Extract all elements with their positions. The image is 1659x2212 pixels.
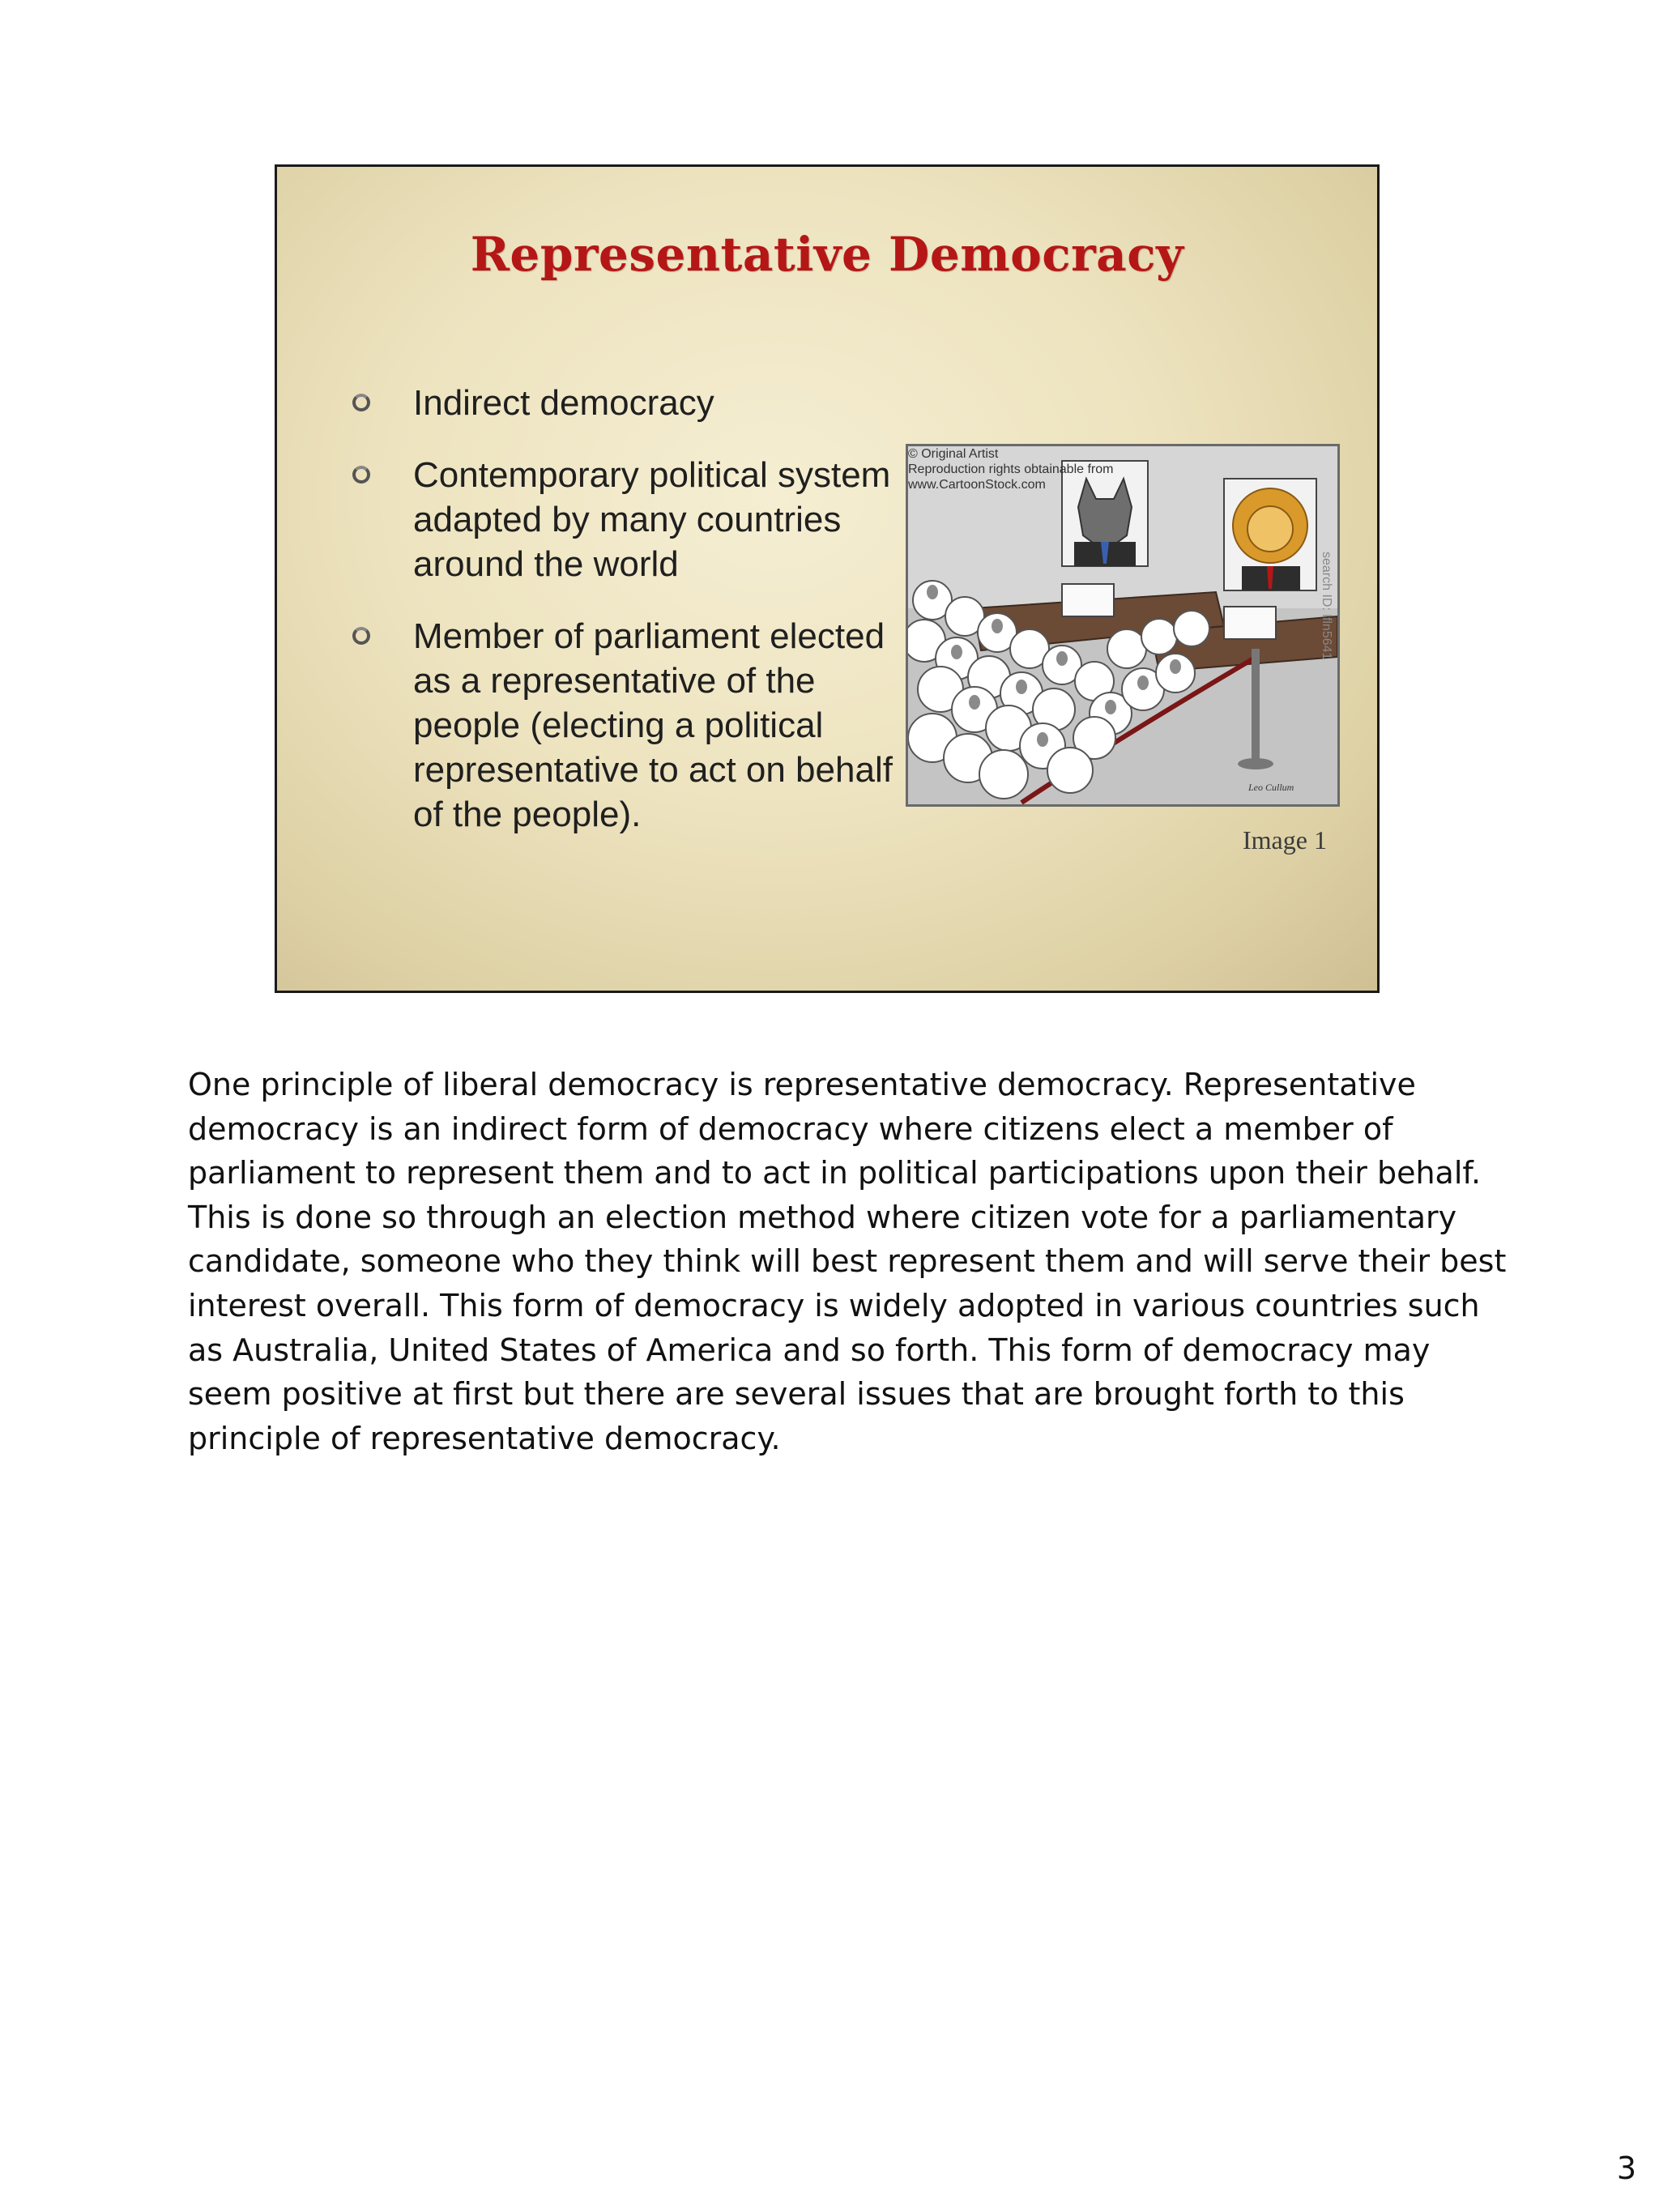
hollow-circle-bullet-icon — [352, 466, 370, 484]
bullet-item — [352, 453, 919, 586]
body-line: candidate, someone who they think will best represent them and will serve their best — [188, 1243, 1507, 1280]
cartoon-signature: Leo Cullum — [1248, 782, 1294, 793]
slide-image — [275, 164, 1380, 993]
body-line: seem positive at first but there are several issues that are brought forth to this — [188, 1376, 1405, 1413]
body-line: as Australia, United States of America and so forth. This form of democracy may — [188, 1332, 1431, 1368]
image-caption: Image 1 — [1243, 825, 1327, 855]
bullet-text: Member of parliament elected as a representative of the people (electing a political representative to act on behalf of the people). — [413, 616, 893, 834]
cartoon-side-text: search ID: lfln5641 — [1320, 552, 1333, 660]
slide-title: Representative Democracy — [470, 227, 1184, 282]
lion-portrait-icon — [1224, 479, 1316, 590]
cartoon-illustration — [908, 446, 1337, 804]
bullet-text: Contemporary political system adapted by many countries around the world — [413, 455, 891, 584]
body-line: This is done so through an election method where citizen vote for a parliamentary — [188, 1199, 1457, 1235]
body-line: One principle of liberal democracy is representative democracy. Representative — [188, 1067, 1416, 1102]
bullet-list — [352, 381, 919, 864]
credit-line: www.CartoonStock.com — [908, 478, 1046, 492]
bullet-item — [352, 381, 919, 425]
body-line: parliament to represent them and to act in political participations upon their behalf. — [188, 1155, 1482, 1191]
body-paragraph — [188, 1063, 1507, 1460]
hollow-circle-bullet-icon — [352, 394, 370, 411]
bullet-text: Indirect democracy — [413, 383, 714, 423]
credit-line: Reproduction rights obtainable from — [908, 462, 1114, 476]
body-line: principle of representative democracy. — [188, 1420, 781, 1456]
cartoon-image — [906, 444, 1340, 807]
hollow-circle-bullet-icon — [352, 627, 370, 645]
cartoon-credit — [908, 446, 1167, 492]
body-line: interest overall. This form of democracy is widely adopted in various countries such — [188, 1287, 1480, 1323]
page-number: 3 — [1616, 2150, 1636, 2186]
credit-line: © Original Artist — [908, 447, 999, 461]
body-line: democracy is an indirect form of democracy where citizens elect a member of — [188, 1110, 1393, 1147]
bullet-item — [352, 614, 919, 837]
